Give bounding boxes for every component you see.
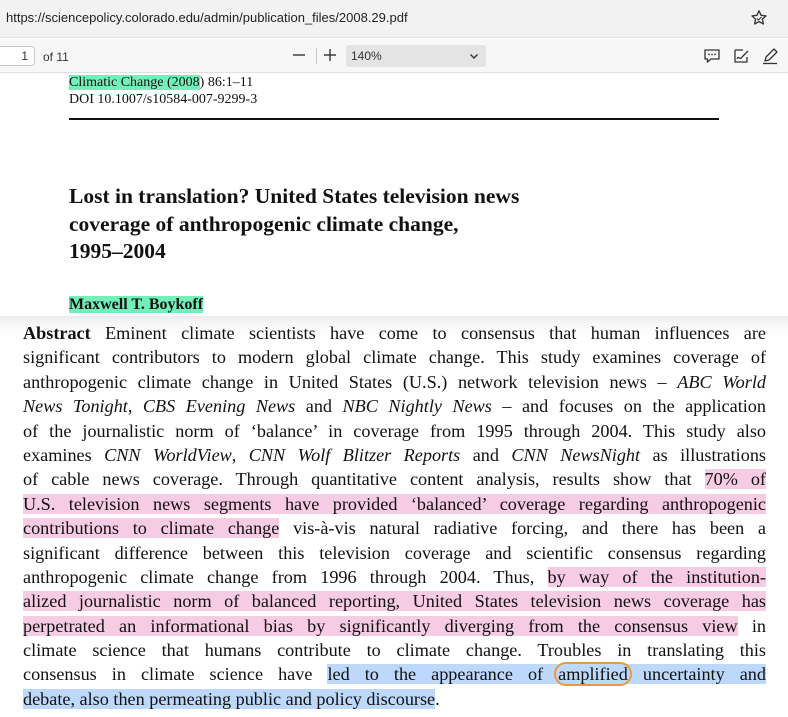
pdf-toolbar	[0, 39, 788, 73]
abstract-heading: Abstract	[23, 323, 91, 343]
author-name	[69, 296, 203, 314]
highlight-pink: contributions to climate change	[23, 518, 280, 539]
pdf-page-abstract-section	[0, 316, 788, 717]
abstract	[23, 321, 766, 711]
journal-citation: Climatic Change (2008) 86:1–11	[69, 75, 254, 90]
page-total-label: of 11	[43, 50, 69, 64]
title-line: 1995–2004	[69, 239, 166, 263]
abstract-line: consensus in climate science have led to the appearance of amplified uncertainty and	[23, 664, 766, 685]
toolbar-divider	[316, 48, 317, 64]
abstract-line: examines CNN WorldView, CNN Wolf Blitzer Reports and CNN NewsNight as illustrations	[23, 444, 766, 465]
title-line: coverage of anthropogenic climate change,	[69, 211, 459, 236]
abstract-line: significant difference between this television coverage and scientific consensus regarding	[23, 542, 766, 563]
url-text[interactable]: https://sciencepolicy.colorado.edu/admin/publication_files/2008.29.pdf	[6, 10, 408, 25]
abstract-line: Abstract Eminent climate scientists have come to consensus that human influences are	[23, 323, 766, 343]
circled-word: amplified	[554, 662, 632, 686]
abstract-line: anthropogenic climate change from 1996 through 2004. Thus, by way of the institution-	[23, 566, 766, 587]
abstract-line: climate science that humans contribute to climate change. Troubles in translating this	[23, 640, 766, 661]
draw-icon[interactable]	[760, 46, 780, 66]
highlight-pink: U.S. television news segments have provided ‘balanced’ coverage regarding anthropogenic	[23, 493, 766, 514]
highlight-blue: led to the appearance of amplified uncertainty and	[327, 664, 766, 685]
plus-icon[interactable]	[320, 45, 340, 65]
abstract-line	[23, 492, 766, 516]
zoom-select[interactable]	[346, 45, 486, 67]
author-highlight: Maxwell T. Boykoff	[69, 296, 204, 313]
highlight-blue: debate, also then permeating public and policy discourse	[23, 688, 436, 709]
abstract-line: of the journalistic norm of ‘balance’ in coverage from 1995 through 2004. This study also	[23, 420, 766, 441]
zoom-value: 140%	[351, 49, 382, 63]
abstract-line: debate, also then permeating public and policy discourse.	[23, 688, 440, 709]
journal-highlight: Climatic Change (2008	[69, 75, 200, 90]
abstract-line: of cable news coverage. Through quantitative content analysis, results show that 70% of	[23, 469, 766, 490]
highlight-pink: 70% of	[704, 469, 766, 490]
address-bar[interactable]	[0, 0, 788, 38]
pdf-page-header-section	[0, 73, 788, 316]
abstract-line	[23, 589, 766, 613]
header-rule	[69, 118, 719, 120]
highlight-pink: by way of the institution-	[547, 566, 766, 587]
minus-icon[interactable]	[289, 45, 309, 65]
title-line: Lost in translation? United States television news	[69, 184, 520, 208]
doi-line: DOI 10.1007/s10584-007-9299-3	[69, 92, 258, 107]
signature-icon[interactable]	[731, 46, 751, 66]
abstract-line: News Tonight, CBS Evening News and NBC Nightly News – and focuses on the application	[23, 396, 766, 417]
abstract-line: significant contributors to modern global climate change. This study examines coverage of	[23, 347, 766, 368]
abstract-line: anthropogenic climate change in United States (U.S.) network television news – ABC World	[23, 371, 766, 392]
highlight-pink: alized journalistic norm of balanced reporting, United States television news coverage has	[23, 591, 766, 612]
paper-title	[69, 183, 519, 266]
page-number-input[interactable]: 1	[0, 46, 35, 66]
star-icon[interactable]	[750, 9, 768, 27]
comment-icon[interactable]	[702, 46, 722, 66]
chevron-down-icon	[468, 50, 480, 62]
abstract-line: contributions to climate change vis-à-vis natural radiative forcing, and there has been a	[23, 518, 766, 539]
abstract-line: perpetrated an informational bias by significantly diverging from the consensus view in	[23, 615, 766, 636]
highlight-pink: perpetrated an informational bias by significantly diverging from the consensus view	[23, 615, 738, 636]
